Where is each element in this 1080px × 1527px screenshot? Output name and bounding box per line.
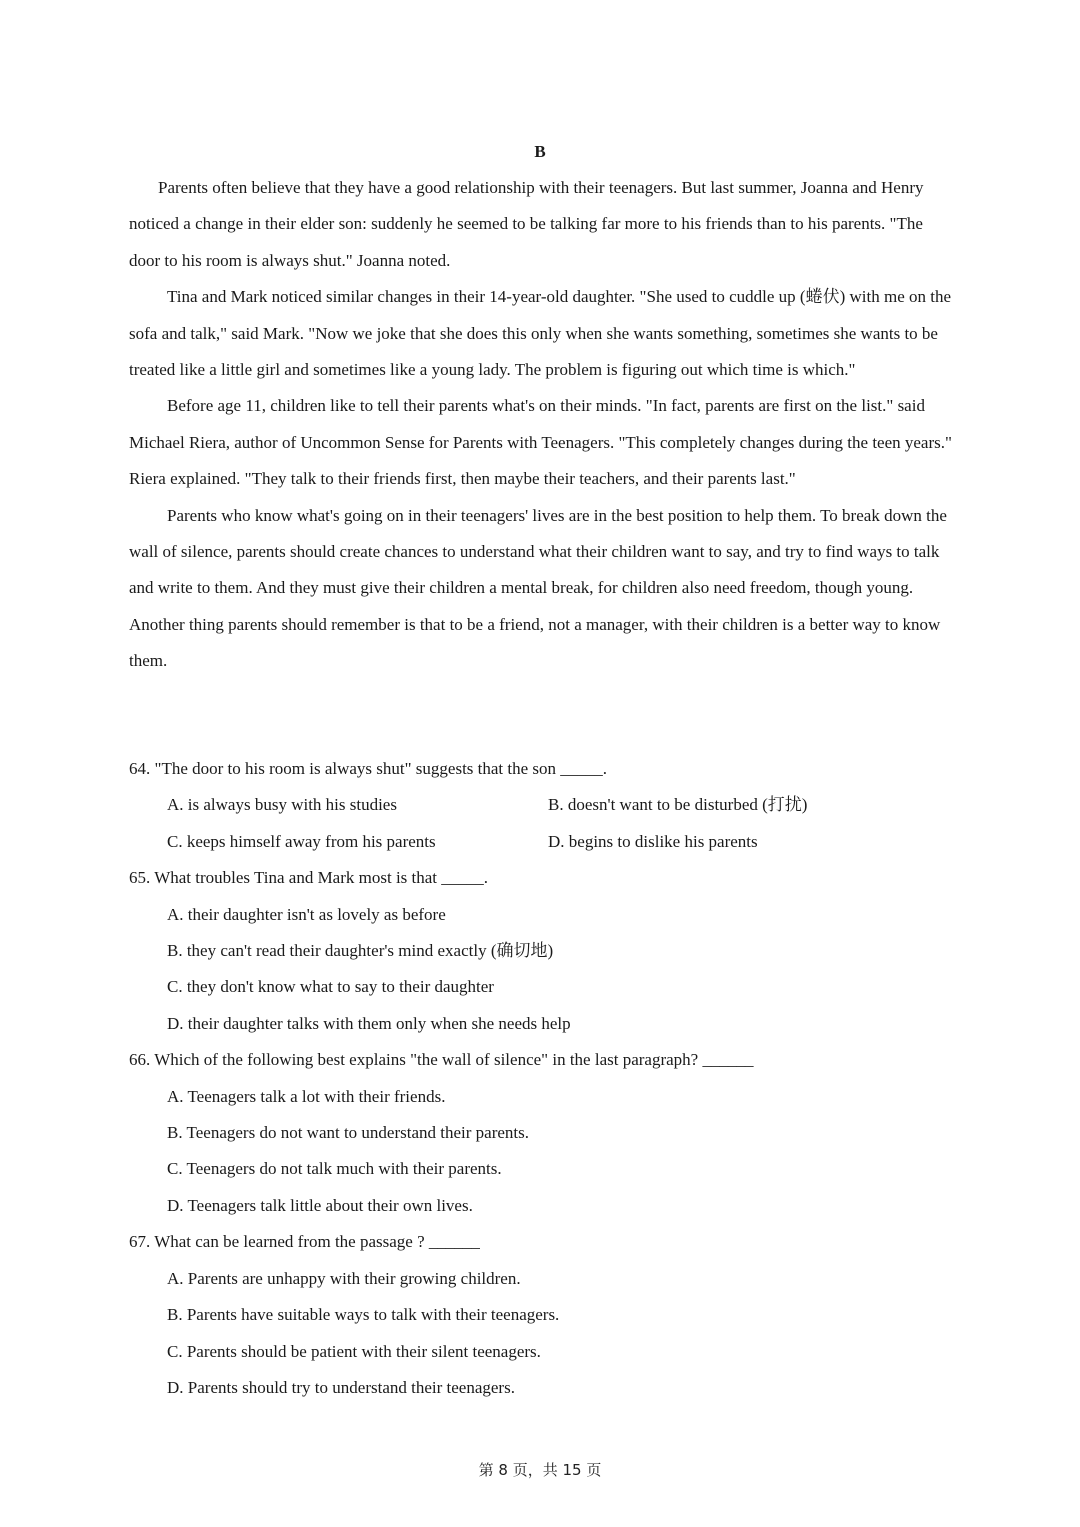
- passage-paragraph: Parents who know what's going on in their teenagers' lives are in the best position to help them. To break down the wall of silence, parents should create chances to understand what their children want to say, and try to find ways to talk and write to them. And they must give their children a mental break, for children also need freedom, though young. Another thing parents should remember is that to be a friend, not a manager, with their children is a better way to know them.: [129, 505, 947, 671]
- option-a: A. is always busy with his studies: [167, 795, 397, 815]
- question-stem: 67. What can be learned from the passage ? ______: [129, 1232, 480, 1252]
- passage-paragraph: Parents often believe that they have a good relationship with their teenagers. But last summer, Joanna and Henry noticed a change in their elder son: suddenly he seemed to be talking far more to his friends than to his parents. "The door to his room is always shut." Joanna noted.: [129, 178, 924, 270]
- question-64: [129, 751, 954, 860]
- passage-paragraph: Tina and Mark noticed similar changes in their 14-year-old daughter. "She used to cuddle up (蜷伏) with me on the sofa and talk," said Mark. "Now we joke that she does this only when she wants something, sometimes she wants to be treated like a little girl and sometimes like a young lady. The problem is figuring out which time is which.": [129, 287, 952, 380]
- option-d: D. their daughter talks with them only when she needs help: [167, 1013, 571, 1033]
- option-c: C. Teenagers do not talk much with their parents.: [167, 1159, 502, 1179]
- option-b: B. Parents have suitable ways to talk with their teenagers.: [167, 1305, 560, 1325]
- question-65: [129, 860, 954, 1042]
- option-d: D. Parents should try to understand their teenagers.: [167, 1377, 515, 1397]
- reading-passage: [129, 170, 954, 680]
- question-stem: 65. What troubles Tina and Mark most is that _____.: [129, 868, 489, 888]
- page-number-footer: 第 8 页，共 15 页: [478, 1461, 602, 1479]
- option-row: [129, 824, 954, 860]
- question-list: [129, 751, 954, 1406]
- section-title: B: [534, 142, 546, 161]
- question-66: [129, 1042, 954, 1224]
- passage-paragraph: Before age 11, children like to tell their parents what's on their minds. "In fact, parents are first on the list." said Michael Riera, author of Uncommon Sense for Parents with Teenagers. "This completely changes during the teen years." Riera explained. "They talk to their friends first, then maybe their teachers, and their parents last.": [129, 396, 952, 489]
- option-d: D. begins to dislike his parents: [548, 831, 758, 851]
- option-c: C. keeps himself away from his parents: [167, 831, 436, 851]
- option-b: B. doesn't want to be disturbed (打扰): [548, 795, 808, 815]
- option-b: B. they can't read their daughter's mind exactly (确切地): [167, 941, 554, 961]
- option-b: B. Teenagers do not want to understand their parents.: [167, 1123, 530, 1143]
- question-stem: 64. "The door to his room is always shut" suggests that the son _____.: [129, 759, 608, 778]
- option-a: A. their daughter isn't as lovely as before: [167, 904, 446, 924]
- option-c: C. they don't know what to say to their daughter: [167, 977, 494, 997]
- question-stem: 66. Which of the following best explains "the wall of silence" in the last paragraph? ______: [129, 1050, 754, 1070]
- option-c: C. Parents should be patient with their silent teenagers.: [167, 1341, 541, 1361]
- option-d: D. Teenagers talk little about their own lives.: [167, 1195, 473, 1215]
- option-a: A. Parents are unhappy with their growing children.: [167, 1268, 521, 1288]
- option-row: [129, 787, 954, 823]
- option-a: A. Teenagers talk a lot with their friends.: [167, 1086, 446, 1106]
- question-67: [129, 1224, 954, 1406]
